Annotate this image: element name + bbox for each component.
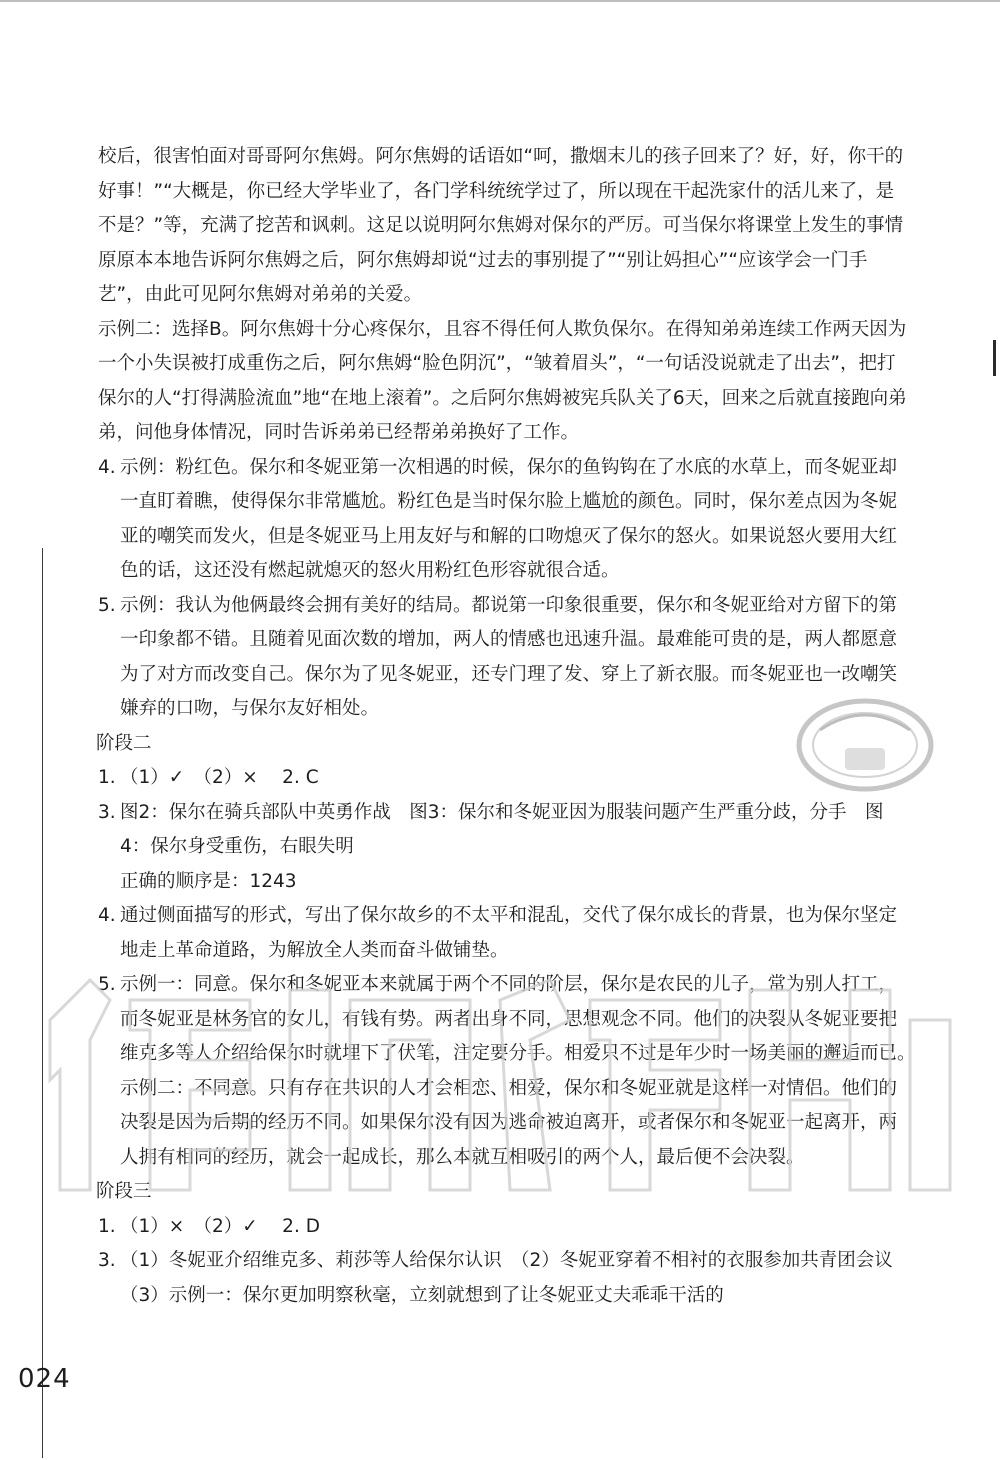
item-text: 示例：我认为他俩最终会拥有美好的结局。都说第一印象很重要，保尔和冬妮亚给对方留下的第一印象都不错。且随着见面次数的增加，两人的情感也迅速升温。最难能可贵的是，两人都愿意为了对方而改变自己。保尔为了见冬妮亚，还专门理了发、穿上了新衣服。而冬妮亚也一改嘲笑嫌弃的口吻，与保尔友好相处。 <box>120 594 898 719</box>
stage-two-heading: 阶段二 <box>96 732 152 754</box>
example-two-paragraph: 示例二：选择B。阿尔焦姆十分心疼保尔，且容不得任何人欺负保尔。在得知弟弟连续工作两天因为一个小失误被打成重伤之后，阿尔焦姆“脸色阴沉”，“皱着眉头”，“一句话没说就走了出去”，把打保尔的人“打得满脸流血”地“在地上滚着”。之后阿尔焦姆被宪兵队关了6天，回来之后就直接跑向弟弟，问他身体情况，同时告诉弟弟已经帮弟弟换好了工作。 <box>98 318 907 443</box>
stage-three-heading: 阶段三 <box>96 1181 152 1202</box>
stage-two-item-5 <box>98 968 925 1175</box>
stage-two-item-4 <box>98 899 908 968</box>
stage-three-item-3 <box>98 1244 912 1313</box>
item-number: 4. <box>98 456 116 478</box>
intro-paragraph: 校后，很害怕面对哥哥阿尔焦姆。阿尔焦姆的话语如“呵，撒烟末儿的孩子回来了？好，好，你干的好事！”“大概是，你已经大学毕业了，各门学科统统学过了，所以现在干起洗家什的活儿来了，是不是？”等，充满了挖苦和讽刺。这足以说明阿尔焦姆对保尔的严厉。可当保尔将课堂上发生的事情原原本本地告诉阿尔焦姆之后，阿尔焦姆却说“过去的事别提了”“别让妈担心”“应该学会一门手艺”，由此可见阿尔焦姆对弟弟的关爱。 <box>98 146 904 305</box>
item-number: 3. <box>98 1250 116 1271</box>
margin-rule <box>42 548 43 1458</box>
stamp-logo <box>790 690 940 800</box>
item-text: 通过侧面描写的形式，写出了保尔故乡的不太平和混乱，交代了保尔成长的背景，也为保尔坚定地走上革命道路，为解放全人类而奋斗做铺垫。 <box>120 905 898 961</box>
order-text: 正确的顺序是：1243 <box>120 870 297 892</box>
item-text: 图2：保尔在骑兵部队中英勇作战 图3：保尔和冬妮亚因为服装问题产生严重分歧，分手 图4：保尔身受重伤，右眼失明 <box>120 801 884 857</box>
item-text: （1）冬妮亚介绍维克多、莉莎等人给保尔认识 （2）冬妮亚穿着不相衬的衣服参加共青团会议 （3）示例一：保尔更加明察秋毫，立刻就想到了让冬妮亚丈夫乖乖干活的 <box>120 1250 912 1306</box>
item-text: （1）✓ （2）× 2. C <box>120 767 319 788</box>
item-number: 1. <box>98 1215 116 1237</box>
stage-two-item-3 <box>98 796 908 900</box>
answer-item-5 <box>98 589 908 727</box>
item-text: 示例：粉红色。保尔和冬妮亚第一次相遇的时候，保尔的鱼钩钩在了水底的水草上，而冬妮亚却一直盯着瞧，使得保尔非常尴尬。粉红色是当时保尔脸上尴尬的颜色。同时，保尔差点因为冬妮亚的嘲笑而发火，但是冬妮亚马上用友好与和解的口吻熄灭了保尔的怒火。如果说怒火要用大红色的话，这还没有燃起就熄灭的怒火用粉红色形容就很合适。 <box>120 456 898 581</box>
item-body <box>120 796 908 900</box>
edge-mark <box>993 340 996 376</box>
item-text: （1）× （2）✓ 2. D <box>120 1215 320 1237</box>
answer-content <box>96 140 925 1313</box>
top-rule <box>0 0 1000 2</box>
item-number: 5. <box>98 594 116 616</box>
item-text: 示例一：同意。保尔和冬妮亚本来就属于两个不同的阶层，保尔是农民的儿子，常为别人打工，而冬妮亚是林务官的女儿，有钱有势。两者出身不同，思想观念不同。他们的决裂从冬妮亚要把维克多等人介绍给保尔时就埋下了伏笔，注定要分手。相爱只不过是年少时一场美丽的邂逅而已。 示例二：不同意。只有存在共识的人才会相恋、相爱，保尔和冬妮亚就是这样一对情侣。他们的决裂是因为后期的经历不同。如果保尔没有因为逃命被迫离开，或者保尔和冬妮亚一起离开，两人拥有相同的经历，就会一起成长，那么本就互相吸引的两个人，最后便不会决裂。 <box>120 974 925 1168</box>
answer-item-4 <box>98 451 908 589</box>
item-number: 4. <box>98 905 116 926</box>
item-number: 3. <box>98 801 116 823</box>
stage-two-item-1 <box>98 761 908 796</box>
item-number: 5. <box>98 974 116 995</box>
item-number: 1. <box>98 767 116 788</box>
page-number: 024 <box>18 1364 71 1394</box>
stage-three-item-1 <box>98 1210 908 1245</box>
